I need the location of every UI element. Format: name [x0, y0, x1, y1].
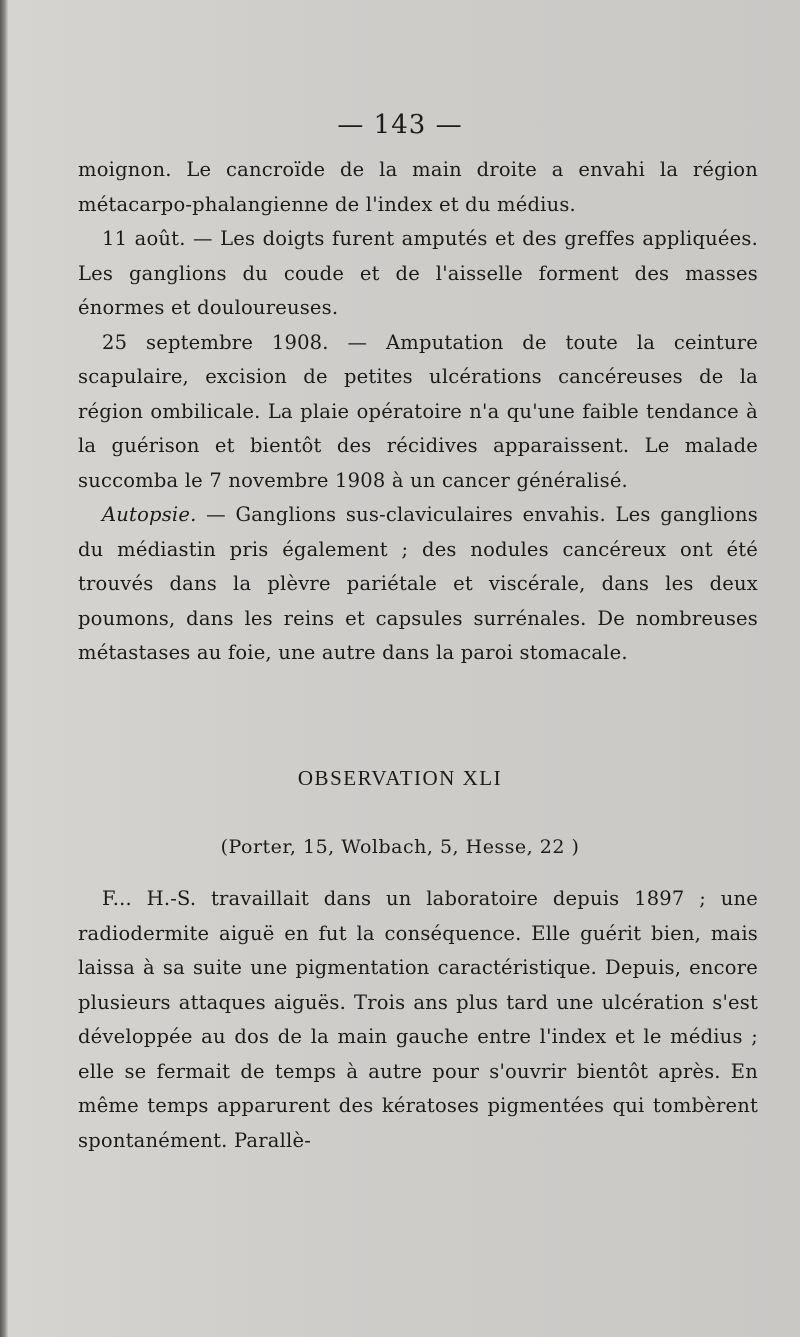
- page-number: — 143 —: [337, 110, 463, 140]
- autopsie-label: Autopsie.: [102, 503, 197, 526]
- page-binding-edge: [0, 0, 8, 1337]
- autopsie-text: — Ganglions sus-claviculaires envahis. Les ganglions du médiastin pris également ; des nodules cancéreux ont été trouvés dans la plèvre pariétale et viscérale, dans les deux poumons, dans les reins et capsules surrénales. De nombreuses métastases au foie, une autre dans la paroi stomacale.: [78, 503, 758, 664]
- text-block-top: [78, 153, 758, 671]
- observation-title: OBSERVATION XLI: [297, 766, 503, 790]
- paragraph-autopsie: [78, 498, 758, 671]
- observation-paragraph: F... H.-S. travaillait dans un laboratoire depuis 1897 ; une radiodermite aiguë en fut la conséquence. Elle guérit bien, mais laissa à sa suite une pigmentation caractéristique. Depuis, encore plusieurs attaques aiguës. Trois ans plus tard une ulcération s'est développée au dos de la main gauche entre l'index et le médius ; elle se fermait de temps à autre pour s'ouvrir bientôt après. En même temps apparurent des kératoses pigmentées qui tombèrent spontanément. Parallè-: [78, 887, 758, 1152]
- continuation-paragraph: moignon. Le cancroïde de la main droite a envahi la région métacarpo-phalangienne de l'index et du médius.: [78, 158, 758, 216]
- paragraph-11-aout: 11 août. — Les doigts furent amputés et des greffes appliquées. Les ganglions du coude et de l'aisselle forment des masses énormes et douloureuses.: [78, 227, 758, 319]
- observation-source: (Porter, 15, Wolbach, 5, Hesse, 22 ): [220, 836, 580, 858]
- text-block-observation: [78, 882, 758, 1158]
- paragraph-25-septembre: 25 septembre 1908. — Amputation de toute la ceinture scapulaire, excision de petites ulcérations cancéreuses de la région ombilicale. La plaie opératoire n'a qu'une faible tendance à la guérison et bientôt des récidives apparaissent. Le malade succomba le 7 novembre 1908 à un cancer généralisé.: [78, 330, 758, 492]
